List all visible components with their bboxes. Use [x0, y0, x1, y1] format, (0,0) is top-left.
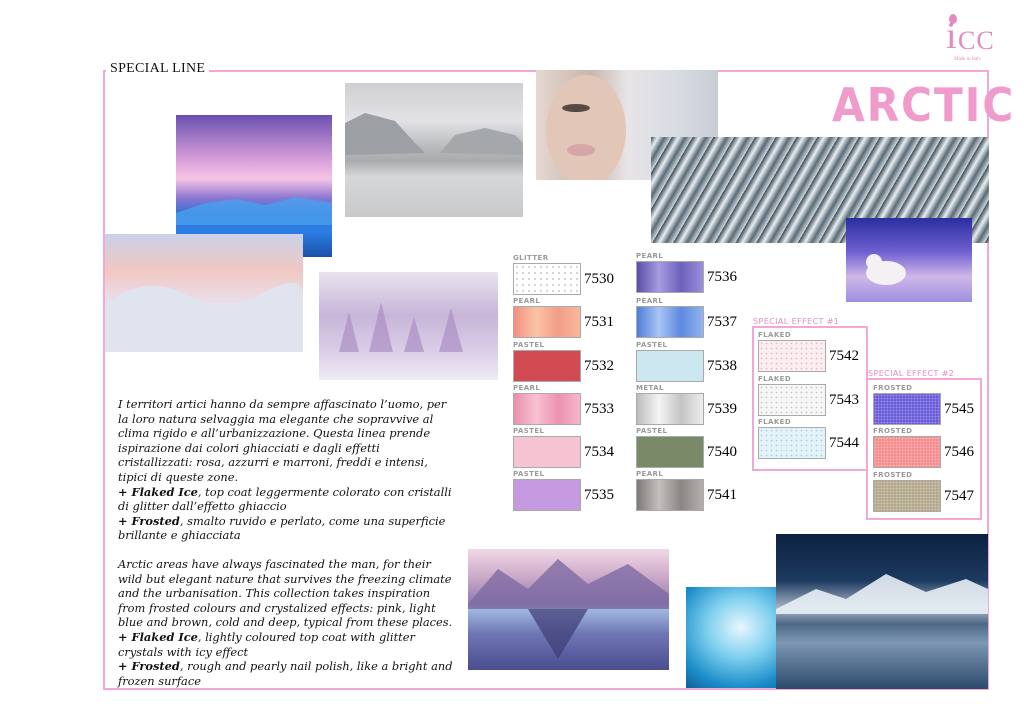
english-flaked-ice-name: + Flaked Ice [118, 629, 198, 644]
swatch-finish-label: PASTEL [636, 427, 668, 435]
glacier-reflection-photo [345, 83, 523, 217]
collection-description [118, 397, 453, 702]
english-flaked-ice-text: , lightly coloured top coat with glitter crystals with icy effect [118, 629, 415, 659]
swatch-code: 7543 [829, 392, 859, 408]
swatch-finish-label: FROSTED [873, 471, 913, 479]
swatch-finish-label: PASTEL [513, 341, 545, 349]
logo-mark-i: i [946, 15, 957, 57]
swatch-finish-label: PEARL [636, 297, 664, 305]
swatch-color-chip [513, 436, 581, 468]
swatch-code: 7538 [707, 358, 737, 374]
swatch-color-chip [513, 479, 581, 511]
swatch-code: 7541 [707, 487, 737, 503]
special-effect-1-title: SPECIAL EFFECT #1 [753, 317, 840, 326]
swatch-finish-label: FLAKED [758, 418, 792, 426]
swatch-code: 7535 [584, 487, 614, 503]
italian-description [118, 397, 453, 543]
swatch-finish-label: FROSTED [873, 384, 913, 392]
swatch-finish-label: PEARL [636, 470, 664, 478]
english-description [118, 557, 453, 688]
swatch-code: 7547 [944, 488, 974, 504]
arctic-fox-photo [846, 218, 972, 302]
mirrored-mountain-lake-photo [468, 549, 669, 670]
special-effect-2-title: SPECIAL EFFECT #2 [868, 369, 955, 378]
logo-tagline: Made in Italy [954, 57, 981, 62]
snow-mountains-lake-photo [776, 534, 988, 689]
swatch-color-chip [636, 479, 704, 511]
swatch-color-chip [513, 393, 581, 425]
swatch-color-chip [873, 436, 941, 468]
italian-intro: I territori artici hanno da sempre affascinato l’uomo, per la loro natura selvaggia ma elegante che sopravvive al clima rigido e all’urbanizzazione. Questa linea prende ispirazione dai colori ghiacciati e dagli effetti cristallizzati: rosa, azzurri e marroni, freddi e intensi, tipici di queste zone. [118, 397, 447, 484]
swatch-finish-label: FLAKED [758, 375, 792, 383]
swatch-finish-label: PASTEL [636, 341, 668, 349]
swatch-color-chip [636, 261, 704, 293]
pink-frosted-trees-photo [105, 234, 303, 352]
swatch-finish-label: METAL [636, 384, 664, 392]
swatch-code: 7531 [584, 314, 614, 330]
swatch-color-chip [636, 436, 704, 468]
icc-logo [938, 14, 998, 64]
english-intro: Arctic areas have always fascinated the man, for their wild but elegant nature that survives the freezing climate and the urbanisation. This collection takes inspiration from frosted colours and crystalized effects: pink, light blue and brown, cold and deep, typical from these places. [118, 556, 453, 630]
italian-flaked-ice-name: + Flaked Ice [118, 484, 198, 499]
swatch-code: 7533 [584, 401, 614, 417]
swatch-color-chip [758, 340, 826, 372]
swatch-color-chip [873, 393, 941, 425]
italian-frosted-name: + Frosted [118, 513, 180, 528]
swatch-finish-label: PEARL [636, 252, 664, 260]
swatch-color-chip [513, 306, 581, 338]
italian-flaked-ice-text: , top coat leggermente colorato con cristalli di glitter dall’effetto ghiaccio [118, 484, 452, 514]
swatch-code: 7545 [944, 401, 974, 417]
swatch-code: 7536 [707, 269, 737, 285]
swatch-finish-label: FLAKED [758, 331, 792, 339]
swatch-color-chip [636, 350, 704, 382]
swatch-code: 7537 [707, 314, 737, 330]
swatch-color-chip [758, 384, 826, 416]
logo-mark-cc: CC [958, 26, 995, 55]
swatch-code: 7542 [829, 348, 859, 364]
swatch-code: 7532 [584, 358, 614, 374]
swatch-color-chip [513, 263, 581, 295]
swatch-color-chip [513, 350, 581, 382]
english-frosted-text: , rough and pearly nail polish, like a bright and frozen surface [118, 659, 453, 688]
swatch-code: 7546 [944, 444, 974, 460]
swatch-color-chip [636, 306, 704, 338]
section-title: SPECIAL LINE [106, 61, 209, 77]
swatch-finish-label: PASTEL [513, 470, 545, 478]
swatch-code: 7540 [707, 444, 737, 460]
swatch-finish-label: PEARL [513, 384, 541, 392]
swatch-code: 7534 [584, 444, 614, 460]
swatch-finish-label: GLITTER [513, 254, 549, 262]
swatch-finish-label: PEARL [513, 297, 541, 305]
collection-title: ARCTIC [832, 78, 1016, 132]
english-frosted-name: + Frosted [118, 659, 180, 674]
swatch-code: 7530 [584, 271, 614, 287]
swatch-color-chip [873, 480, 941, 512]
swatch-color-chip [758, 427, 826, 459]
lavender-snow-forest-photo [319, 272, 498, 380]
italian-frosted-text: , smalto ruvido e perlato, come una superficie brillante e ghiacciata [118, 513, 446, 543]
swatch-color-chip [636, 393, 704, 425]
swatch-finish-label: PASTEL [513, 427, 545, 435]
swatch-code: 7544 [829, 435, 859, 451]
swatch-code: 7539 [707, 401, 737, 417]
swatch-finish-label: FROSTED [873, 427, 913, 435]
